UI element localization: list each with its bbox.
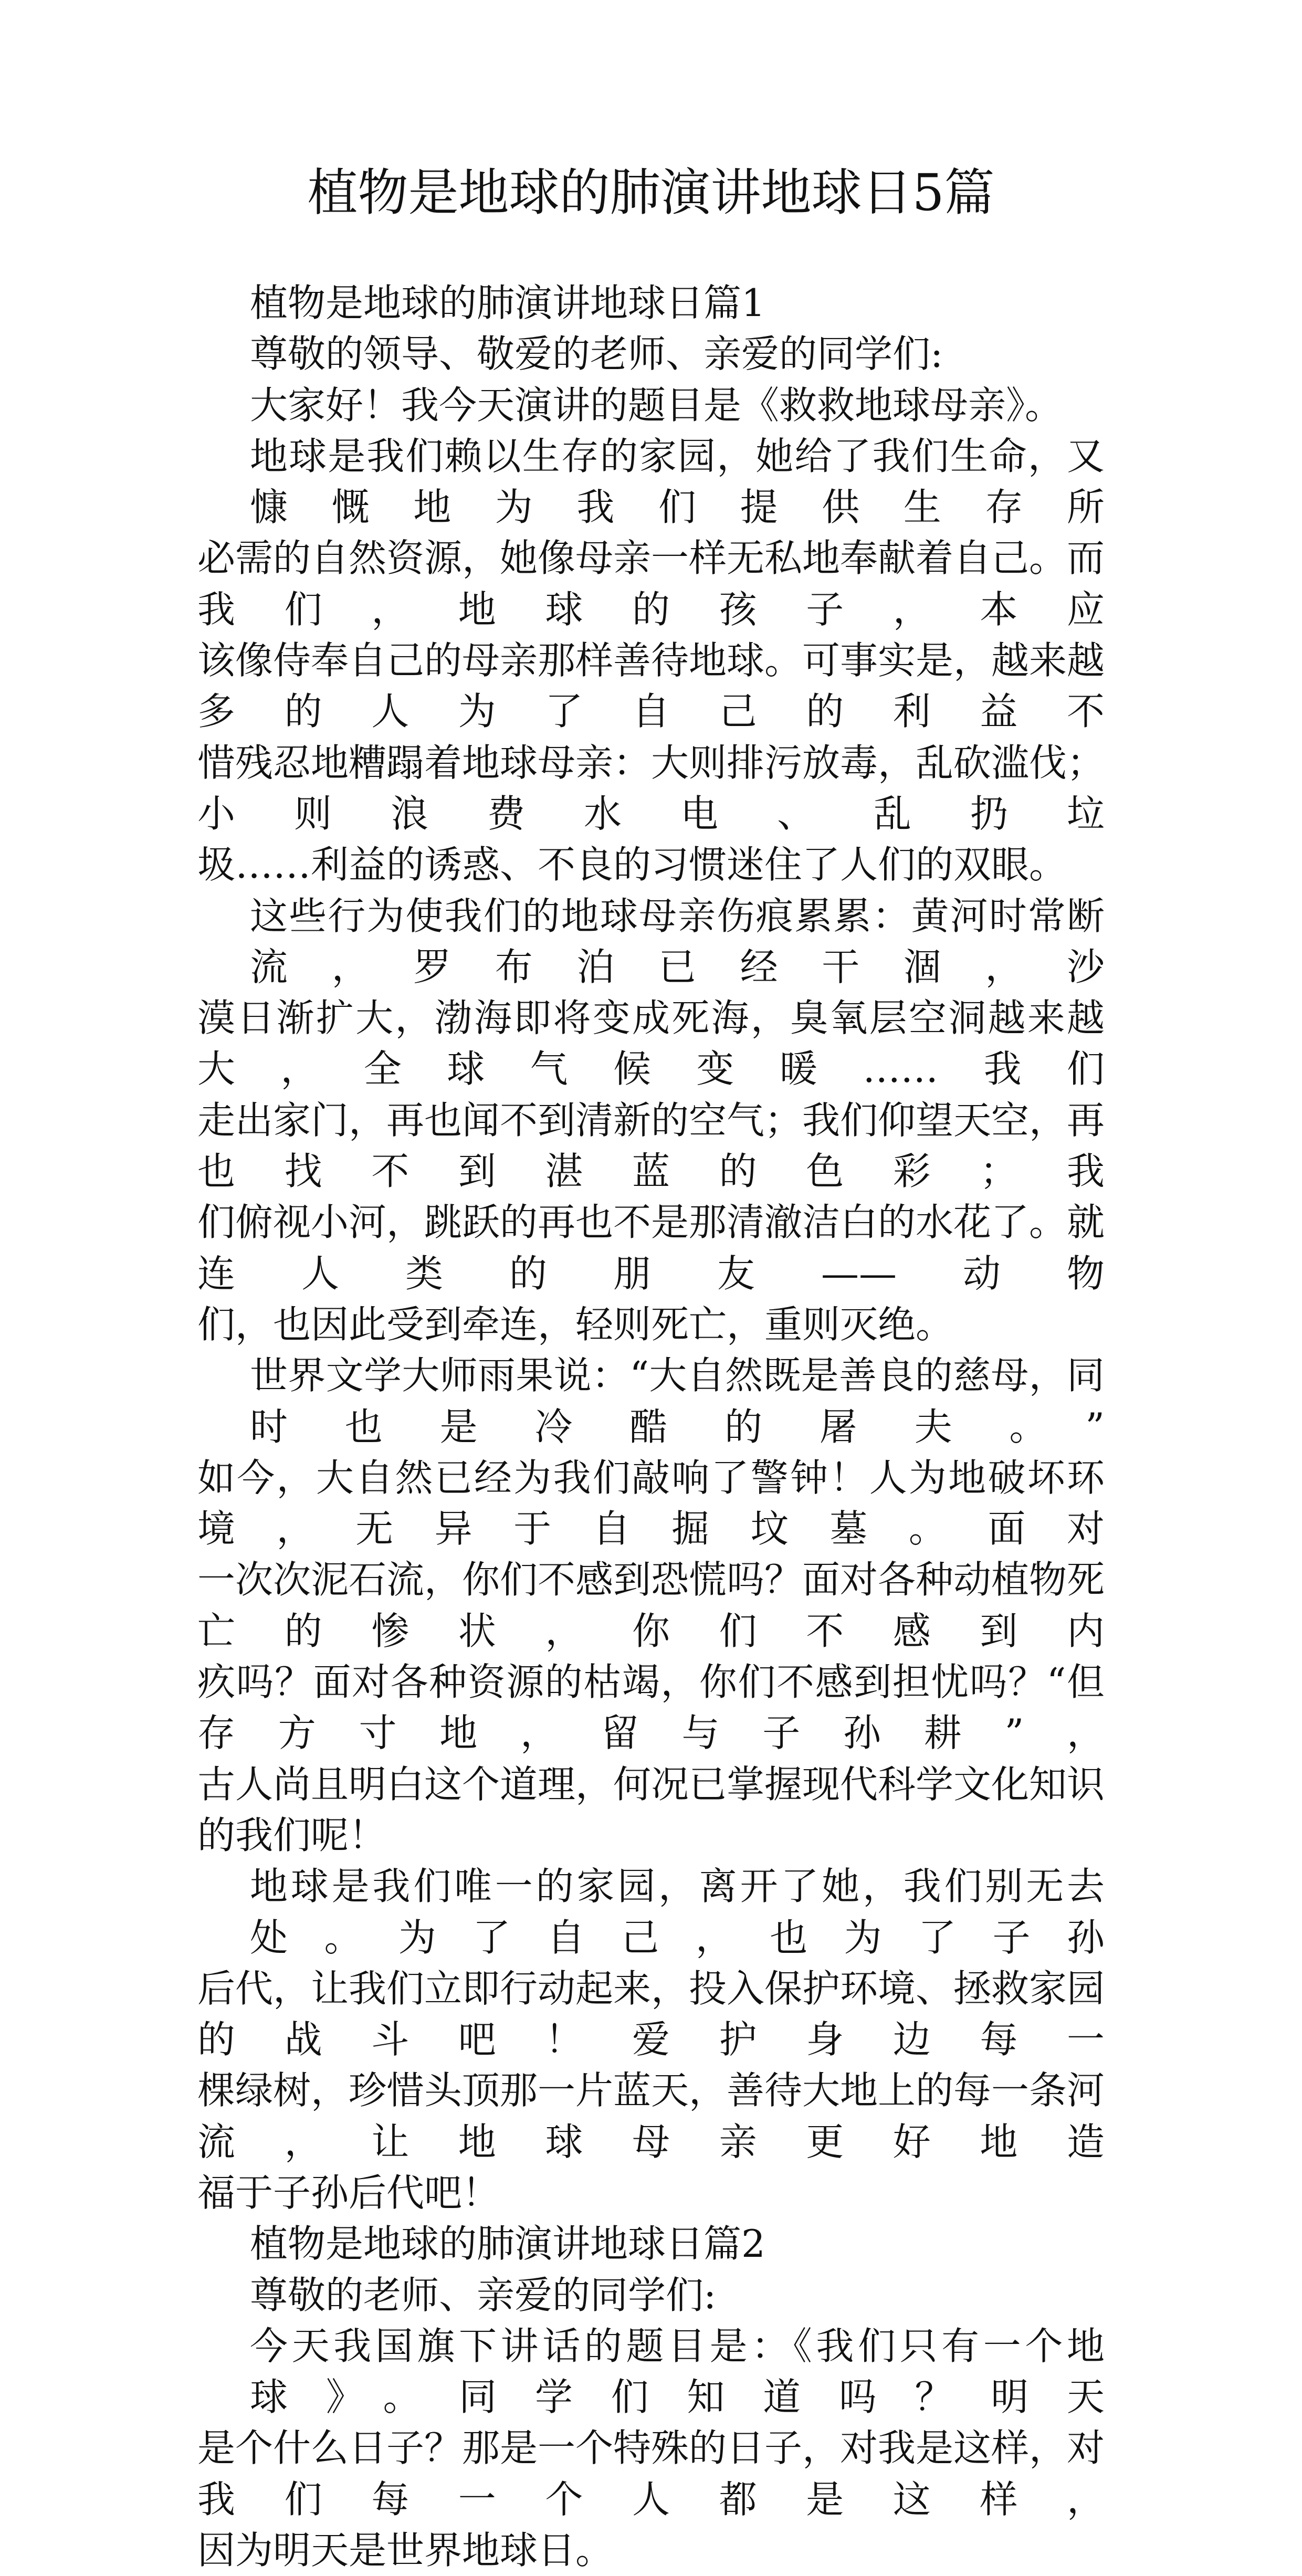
text-line: 福于子孙后代吧！ bbox=[197, 2170, 500, 2215]
paragraph bbox=[197, 380, 1105, 431]
paragraph bbox=[197, 329, 1105, 380]
text-line: 惜残忍地糟蹋着地球母亲：大则排污放毒，乱砍滥伐；小则浪费水电、乱扔垃 bbox=[197, 740, 1105, 836]
paragraph bbox=[197, 2321, 1105, 2576]
text-line: 植物是地球的肺演讲地球日篇1 bbox=[250, 281, 765, 325]
text-line: 今天我国旗下讲话的题目是：《我们只有一个地球》。同学们知道吗？明天 bbox=[250, 2323, 1105, 2420]
text-line: 植物是地球的肺演讲地球日篇2 bbox=[250, 2222, 765, 2266]
paragraph bbox=[197, 1861, 1105, 2218]
text-line: 们，也因此受到牵连，轻则死亡，重则灭绝。 bbox=[197, 1302, 954, 1347]
text-line: 如今，大自然已经为我们敲响了警钟！人为地破坏环境，无异于自掘坟墓。面对 bbox=[197, 1455, 1105, 1551]
text-line: 漠日渐扩大，渤海即将变成死海，臭氧层空洞越来越大，全球气候变暖……我们 bbox=[197, 996, 1105, 1091]
text-line: 尊敬的领导、敬爱的老师、亲爱的同学们: bbox=[250, 332, 943, 376]
text-line: 后代，让我们立即行动起来，投入保护环境、拯救家园的战斗吧！爱护身边每一 bbox=[197, 1966, 1105, 2062]
text-line: 世界文学大师雨果说：“大自然既是善良的慈母，同时也是冷酷的屠夫。” bbox=[250, 1353, 1105, 1449]
text-line: 必需的自然资源，她像母亲一样无私地奉献着自己。而我们，地球的孩子，本应 bbox=[197, 536, 1105, 632]
paragraph bbox=[197, 431, 1105, 891]
paragraph bbox=[197, 278, 1105, 329]
text-line: 圾……利益的诱惑、不良的习惯迷住了人们的双眼。 bbox=[197, 843, 1067, 887]
text-line: 一次次泥石流，你们不感到恐慌吗？面对各种动植物死亡的惨状，你们不感到内 bbox=[197, 1558, 1105, 1653]
text-line: 们俯视小河，跳跃的再也不是那清澈洁白的水花了。就连人类的朋友——动物 bbox=[197, 1200, 1105, 1296]
paragraph bbox=[197, 2270, 1105, 2321]
text-line: 该像侍奉自己的母亲那样善待地球。可事实是，越来越多的人为了自己的利益不 bbox=[197, 638, 1105, 734]
text-line: 地球是我们赖以生存的家园，她给了我们生命，又慷慨地为我们提供生存所 bbox=[250, 434, 1105, 530]
document-body bbox=[197, 278, 1105, 2576]
text-line: 这些行为使我们的地球母亲伤痕累累：黄河时常断流，罗布泊已经干涸，沙 bbox=[250, 893, 1105, 989]
paragraph bbox=[197, 2218, 1105, 2269]
text-line: 是个什么日子？那是一个特殊的日子，对我是这样，对我们每一个人都是这样， bbox=[197, 2426, 1105, 2521]
text-line: 尊敬的老师、亲爱的同学们: bbox=[250, 2273, 717, 2317]
paragraph bbox=[197, 891, 1105, 1351]
text-line: 疚吗？面对各种资源的枯竭，你们不感到担忧吗？“但存方寸地，留与子孙耕”， bbox=[197, 1660, 1105, 1755]
paragraph bbox=[197, 1350, 1105, 1861]
text-line: 棵绿树，珍惜头顶那一片蓝天，善待大地上的每一条河流，让地球母亲更好地造 bbox=[197, 2068, 1105, 2164]
text-line: 地球是我们唯一的家园，离开了她，我们别无去处。为了自己，也为了子孙 bbox=[250, 1864, 1105, 1960]
text-line: 走出家门，再也闻不到清新的空气；我们仰望天空，再也找不到湛蓝的色彩；我 bbox=[197, 1098, 1105, 1194]
document-title: 植物是地球的肺演讲地球日5篇 bbox=[307, 163, 995, 222]
text-line: 古人尚且明白这个道理，何况已掌握现代科学文化知识的我们呢！ bbox=[197, 1762, 1105, 1857]
text-line: 大家好！我今天演讲的题目是《救救地球母亲》。 bbox=[250, 383, 1063, 427]
text-line: 因为明天是世界地球日。 bbox=[197, 2528, 614, 2573]
